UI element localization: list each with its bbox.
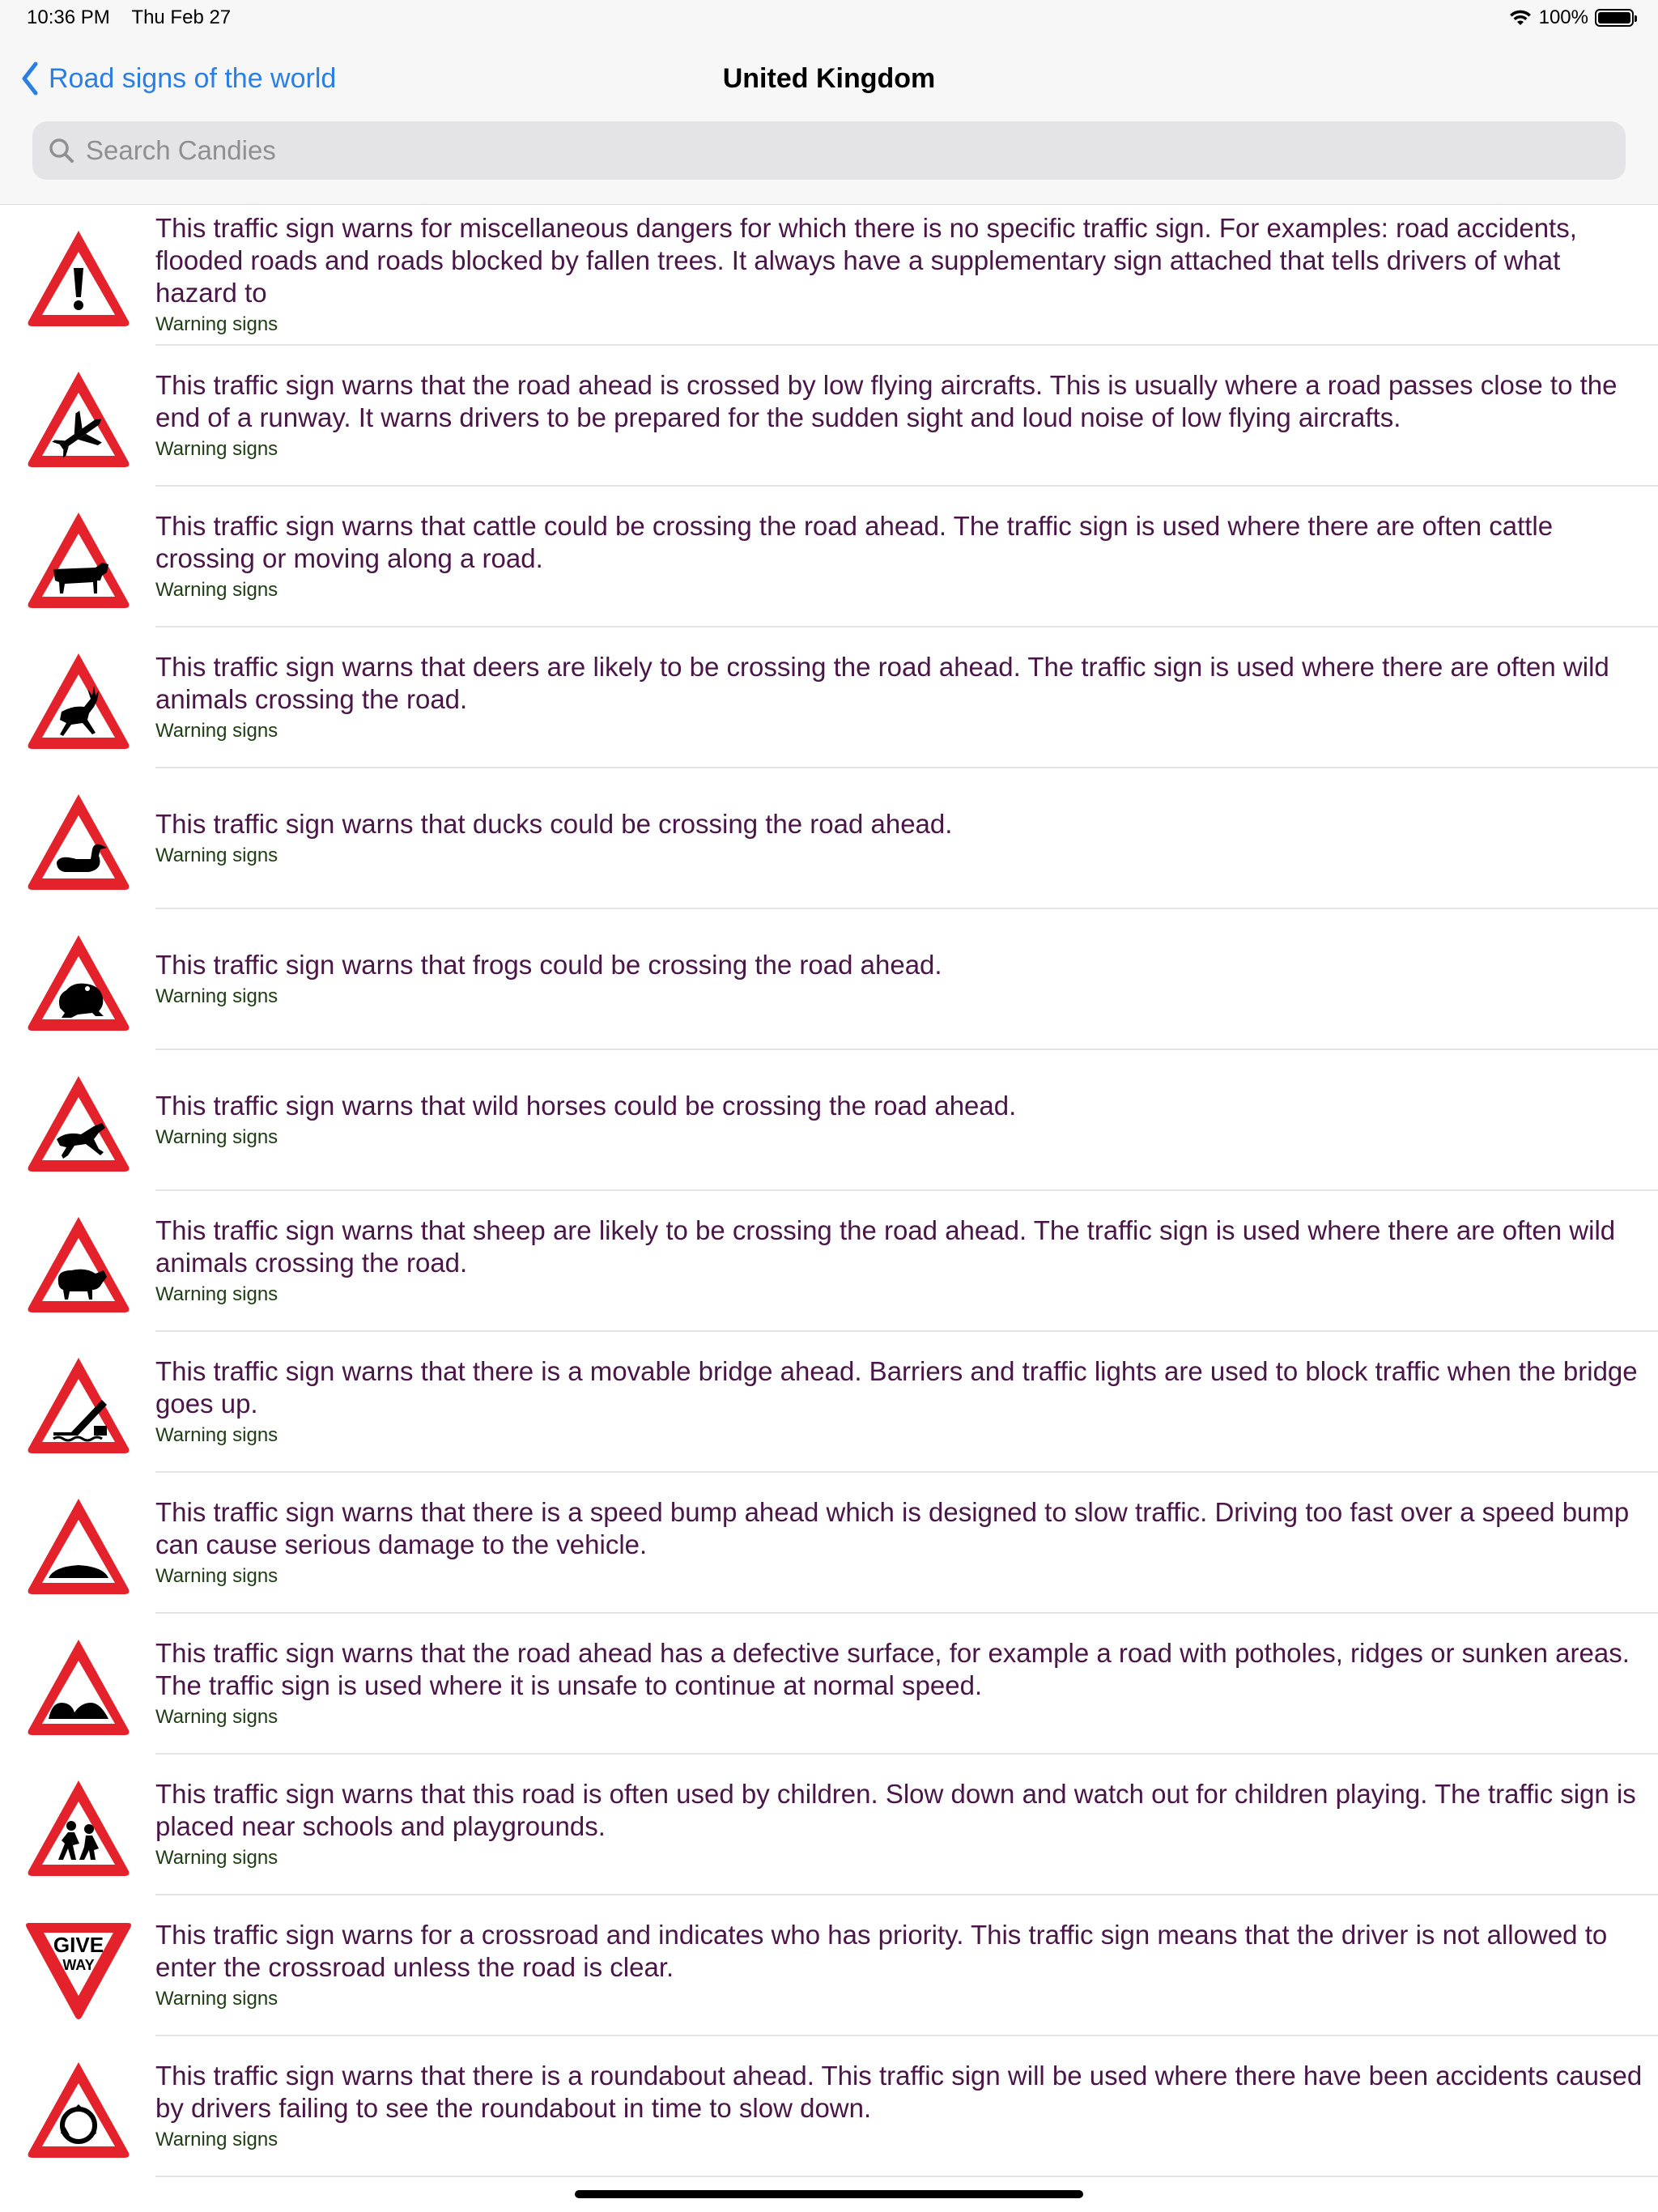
back-button-label: Road signs of the world [49,62,337,94]
movable-bridge-sign-icon [24,1353,133,1458]
sign-description: This traffic sign warns that there is a speed bump ahead which is designed to slow traffic. Driving too fast over a speed bump can cause serious damage to the vehicle. [155,1497,1630,1559]
give-way-text-line2: WAY [62,1957,95,1973]
list-item[interactable] [0,1050,1658,1191]
sign-category: Warning signs [155,1424,278,1446]
sign-category: Warning signs [155,1706,278,1728]
list-item[interactable] [0,1473,1658,1614]
battery-level [1598,12,1630,23]
status-indicators [1508,6,1634,29]
status-time [27,6,231,29]
sign-category: Warning signs [155,1565,278,1587]
low-flying-aircraft-sign-icon [24,367,133,472]
uneven-road-sign-icon [24,1635,133,1740]
sign-category: Warning signs [155,1283,278,1305]
list-item[interactable] [0,1191,1658,1332]
list-item-text [155,1895,1643,2035]
list-item-text [155,1332,1643,1471]
sign-description: This traffic sign warns that sheep are likely to be crossing the road ahead. The traffic sign is used where there are often wild animals crossing the road. [155,1215,1616,1278]
list-item-text [155,768,1643,908]
search-bar[interactable] [32,121,1626,180]
sign-category: Warning signs [155,1847,278,1869]
list-item[interactable] [0,205,1658,346]
sign-category: Warning signs [155,720,278,742]
search-icon [47,136,76,165]
list-item[interactable] [0,1614,1658,1755]
sign-description: This traffic sign warns that this road is often used by children. Slow down and watch out for children playing. The traffic sign is placed near schools and playgrounds. [155,1779,1636,1841]
wild-horse-sign-icon [24,1071,133,1176]
list-item[interactable] [0,1895,1658,2036]
list-item[interactable] [0,909,1658,1050]
sign-category: Warning signs [155,438,278,460]
give-way-sign-icon [24,1916,133,2022]
navigation-bar [0,39,1658,205]
sign-description: This traffic sign warns for miscellaneous dangers for which there is no specific traffic sign. For examples: road accidents, flooded roads and roads blocked by fallen trees. It always have a supplementary sign attached that tells drivers of what hazard to [155,213,1577,308]
sign-description: This traffic sign warns for a crossroad and indicates who has priority. This traffic sign means that the driver is not allowed to enter the crossroad unless the road is clear. [155,1920,1608,1982]
list-item-text [155,2036,1643,2176]
list-item-text [155,1614,1643,1753]
sign-category: Warning signs [155,1988,278,2010]
list-item-text [155,1191,1643,1330]
sign-description: This traffic sign warns that the road ahead is crossed by low flying aircrafts. This is usually where a road passes close to the end of a runway. It warns drivers to be prepared for the sudden sight and loud noise of low flying aircrafts. [155,370,1618,432]
date-label: Thu Feb 27 [131,6,232,28]
sign-description: This traffic sign warns that ducks could be crossing the road ahead. [155,809,953,839]
list-item[interactable] [0,768,1658,909]
list-item[interactable] [0,346,1658,487]
home-indicator[interactable] [575,2190,1083,2198]
sign-description: This traffic sign warns that cattle could be crossing the road ahead. The traffic sign is used where there are often cattle crossing or moving along a road. [155,511,1554,573]
frog-sign-icon [24,930,133,1036]
give-way-text-line1: GIVE [53,1933,104,1957]
sign-category: Warning signs [155,985,278,1007]
deer-sign-icon [24,649,133,754]
list-item[interactable] [0,487,1658,627]
sign-description: This traffic sign warns that deers are likely to be crossing the road ahead. The traffic sign is used where there are often wild animals crossing the road. [155,652,1609,714]
list-item-text [155,205,1643,344]
sign-description: This traffic sign warns that frogs could be crossing the road ahead. [155,950,942,980]
page-title: United Kingdom [722,63,936,94]
list-item[interactable] [0,627,1658,768]
list-item-text [155,909,1643,1049]
sign-description: This traffic sign warns that the road ahead has a defective surface, for example a road with potholes, ridges or sunken areas. The traffic sign is used where it is unsafe to continue at normal speed. [155,1638,1630,1700]
list-item-text [155,1473,1643,1612]
list-item[interactable] [0,2036,1658,2177]
search-input[interactable] [84,134,1545,167]
sheep-sign-icon [24,1212,133,1317]
duck-sign-icon [24,789,133,895]
sign-description: This traffic sign warns that there is a movable bridge ahead. Barriers and traffic lights are used to block traffic when the bridge goes up. [155,1356,1638,1419]
battery-icon [1595,9,1634,27]
exclamation-sign-icon [24,226,133,331]
sign-category: Warning signs [155,579,278,601]
roundabout-sign-icon [24,2057,133,2163]
children-sign-icon [24,1776,133,1881]
list-item[interactable] [0,1755,1658,1895]
battery-percent: 100% [1538,6,1588,28]
signs-list [0,205,1658,2177]
sign-category: Warning signs [155,844,278,866]
time-label: 10:36 PM [27,6,110,28]
list-item-text [155,1050,1643,1189]
sign-category: Warning signs [155,1126,278,1148]
sign-category: Warning signs [155,313,278,335]
status-bar [0,0,1658,39]
list-item[interactable] [0,1332,1658,1473]
sign-category: Warning signs [155,2129,278,2150]
sign-description: This traffic sign warns that wild horses could be crossing the road ahead. [155,1091,1017,1121]
speed-bump-sign-icon [24,1494,133,1599]
list-item-text [155,627,1643,767]
cattle-sign-icon [24,508,133,613]
wifi-icon [1508,9,1533,27]
row-separator [155,2176,1658,2177]
list-item-text [155,1755,1643,1894]
sign-description: This traffic sign warns that there is a roundabout ahead. This traffic sign will be used where there have been accidents caused by drivers failing to see the roundabout in time to slow down. [155,2061,1643,2123]
list-item-text [155,487,1643,626]
list-item-text [155,346,1643,485]
